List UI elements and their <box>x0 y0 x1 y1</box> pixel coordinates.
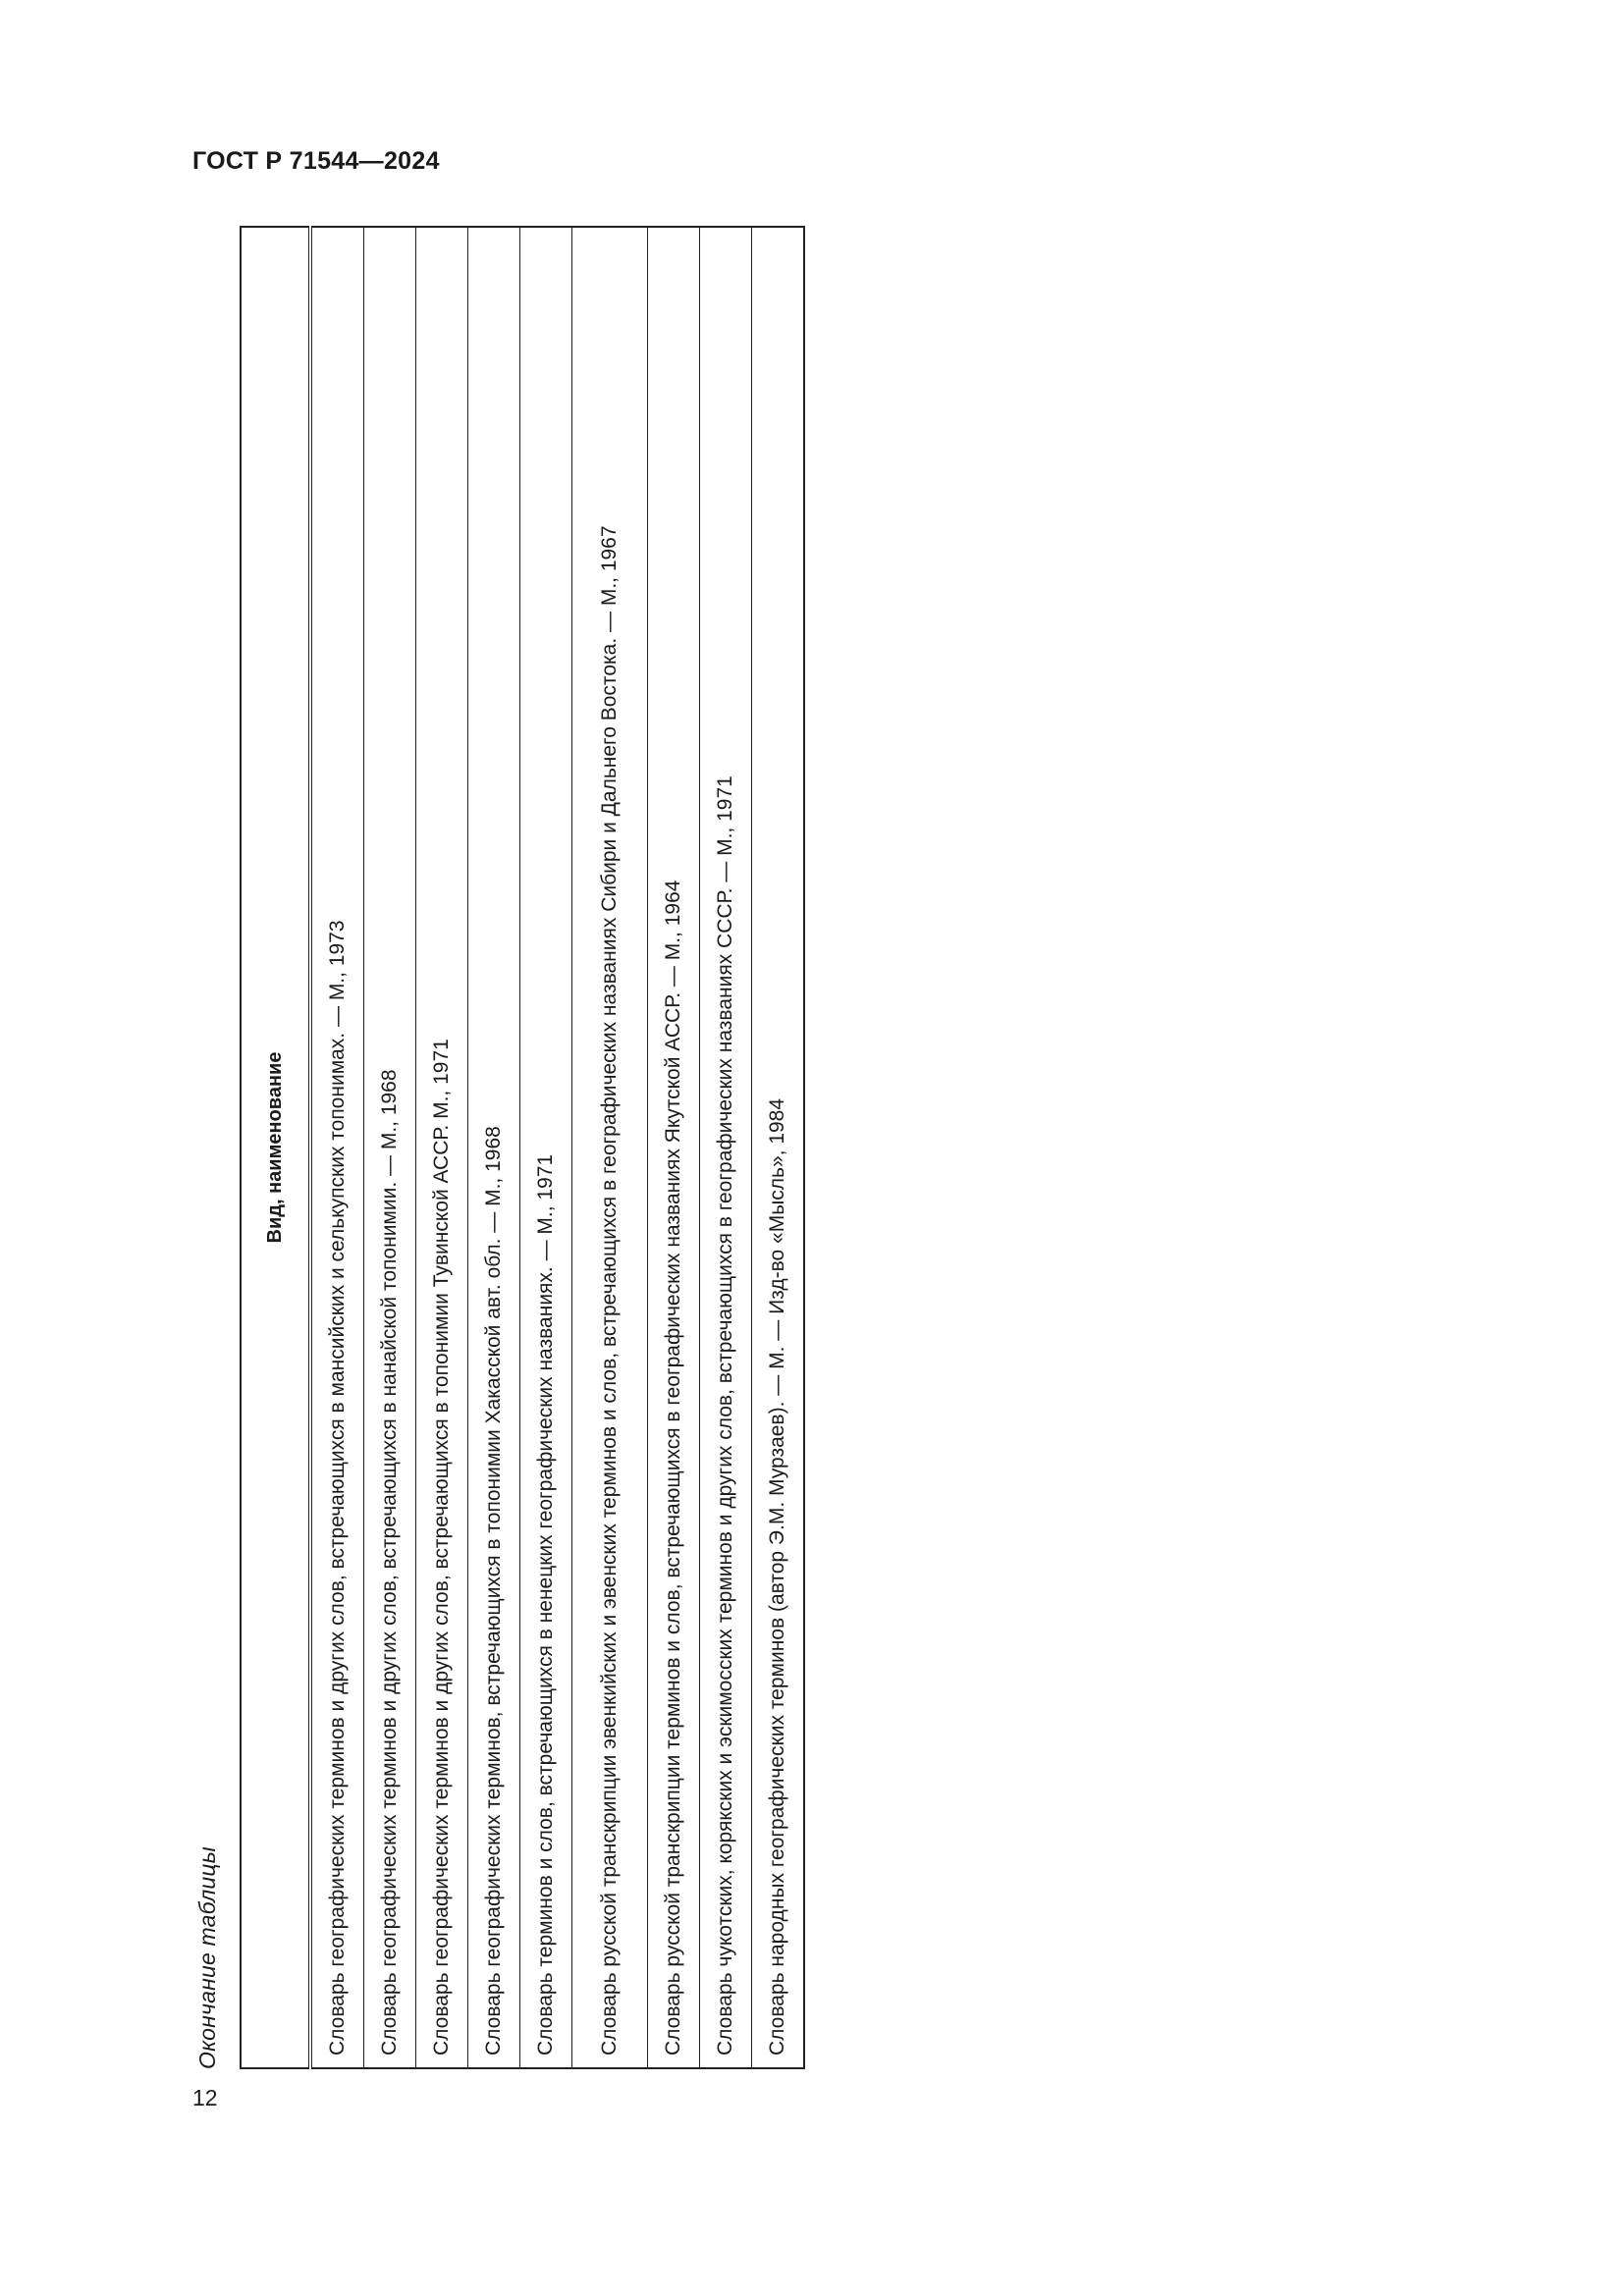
table-cell: Словарь географических терминов и других слов, встречающихся в мансийских и селькупских топонимах. — М., 1973 <box>310 227 364 2068</box>
table-row <box>700 227 752 2068</box>
table-header-row <box>241 227 310 2068</box>
terms-table <box>240 226 805 2069</box>
table-row <box>572 227 648 2068</box>
rotated-table-area <box>187 226 788 2069</box>
table-cell: Словарь терминов и слов, встречающихся в ненецких географических названиях. — М., 1971 <box>520 227 572 2068</box>
table-row <box>752 227 805 2068</box>
table-cell: Словарь русской транскрипции эвенкийских и эвенских терминов и слов, встречающихся в географических названиях Сибири и Дальнего Востока. — М., 1967 <box>572 227 648 2068</box>
table-row <box>468 227 520 2068</box>
table-cell: Словарь географических терминов и других слов, встречающихся в топонимии Тувинской АССР. М., 1971 <box>416 227 468 2068</box>
document-header: ГОСТ Р 71544—2024 <box>192 147 440 175</box>
table-cell: Словарь географических терминов, встречающихся в топонимии Хакасской авт. обл. — М., 1968 <box>468 227 520 2068</box>
table-row <box>416 227 468 2068</box>
table-cell: Словарь русской транскрипции терминов и слов, встречающихся в географических названиях Якутской АССР. — М., 1964 <box>648 227 700 2068</box>
table-cell: Словарь чукотских, корякских и эскимосских терминов и других слов, встречающихся в географических названиях СССР. — М., 1971 <box>700 227 752 2068</box>
table-cell: Словарь народных географических терминов (автор Э.М. Мурзаев). — М. — Изд-во «Мысль», 1984 <box>752 227 805 2068</box>
page-number: 12 <box>192 2085 218 2110</box>
column-header: Вид, наименование <box>241 227 310 2068</box>
table-caption: Окончание таблицы <box>194 1846 220 2069</box>
table-row <box>310 227 364 2068</box>
table-cell: Словарь географических терминов и других слов, встречающихся в нанайской топонимии. — М., 1968 <box>364 227 416 2068</box>
table-row <box>520 227 572 2068</box>
table-row <box>648 227 700 2068</box>
table-row <box>364 227 416 2068</box>
